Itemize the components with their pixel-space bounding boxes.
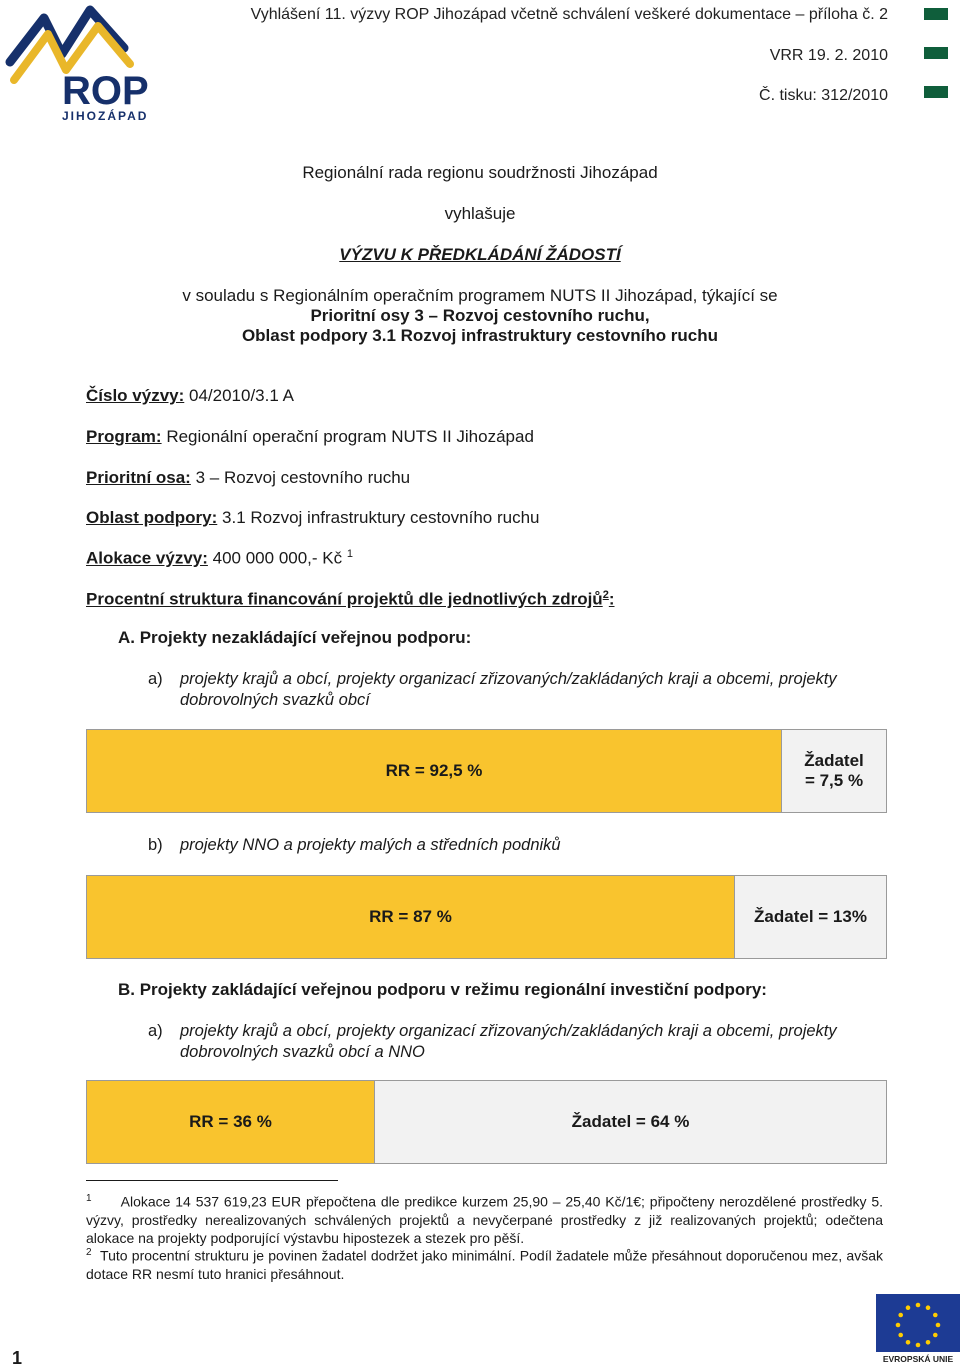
footnote-1 bbox=[86, 1190, 883, 1247]
eu-label: EVROPSKÁ UNIE bbox=[882, 1354, 954, 1364]
logo-graphic bbox=[4, 4, 174, 122]
header-line-3: Č. tisku: 312/2010 bbox=[759, 87, 888, 104]
footnote-number: 1 bbox=[86, 1193, 92, 1204]
footnote-ref: 1 bbox=[346, 548, 353, 560]
item-marker: b) bbox=[148, 836, 163, 854]
field-label: Prioritní osa: bbox=[86, 468, 191, 487]
title-priority-axis: Prioritní osy 3 – Rozvoj cestovního ruchu, bbox=[310, 306, 650, 325]
financing-box-a-a bbox=[86, 729, 887, 813]
footnote-ref: 2 bbox=[602, 589, 609, 601]
field-program bbox=[86, 427, 534, 447]
field-value: Regionální operační program NUTS II Jihozápad bbox=[166, 427, 534, 446]
applicant-share-value: = 7,5 % bbox=[804, 771, 864, 790]
logo-subtext: JIHOZÁPAD bbox=[62, 109, 149, 122]
applicant-share: Žadatel = 64 % bbox=[374, 1081, 886, 1163]
section-a-item-a bbox=[148, 669, 893, 711]
green-square-marker bbox=[924, 47, 948, 59]
eu-flag-logo bbox=[876, 1294, 960, 1364]
field-label: Alokace výzvy: bbox=[86, 548, 208, 568]
footnote-text: Alokace 14 537 619,23 EUR přepočtena dle predikce kurzem 25,90 – 25,40 Kč/1€; připočteny nerozdělené prostředky 5. výzvy, prostředky nerealizovaných schválených projektů a nevyčerpané prostředky z již realizovaných projektů; odečtena alokace na projekty podporující výstavbu hipostezek a stezek pro pěší. bbox=[86, 1193, 883, 1246]
item-text: projekty krajů a obcí, projekty organizací zřizovaných/zakládaných kraji a obcemi, projekty dobrovolných svazků obcí bbox=[180, 670, 837, 709]
field-label: Program: bbox=[86, 427, 162, 446]
section-a-heading: A. Projekty nezakládající veřejnou podporu: bbox=[118, 628, 472, 647]
footnote-text: Tuto procentní strukturu je povinen žadatel dodržet jako minimální. Podíl žadatele může přesáhnout doporučenou mez, avšak dotace RR nesmí tuto hranici přesáhnout. bbox=[86, 1247, 883, 1282]
title-support-area: Oblast podpory 3.1 Rozvoj infrastruktury cestovního ruchu bbox=[241, 326, 719, 345]
rr-share: RR = 87 % bbox=[87, 876, 734, 958]
item-marker: a) bbox=[148, 1022, 163, 1040]
field-label: Procentní struktura financování projektů dle jednotlivých zdrojů bbox=[86, 589, 603, 609]
field-label: Oblast podpory: bbox=[86, 508, 218, 527]
logo-text: ROP bbox=[62, 69, 149, 113]
green-square-marker bbox=[924, 86, 948, 98]
title-announces: vyhlašuje bbox=[444, 204, 516, 223]
item-marker: a) bbox=[148, 670, 163, 688]
field-allocation bbox=[86, 548, 353, 569]
field-support-area bbox=[86, 508, 540, 528]
field-value: 3 – Rozvoj cestovního ruchu bbox=[195, 468, 411, 487]
section-b-heading: B. Projekty zakládající veřejnou podporu v režimu regionální investiční podpory: bbox=[118, 980, 767, 999]
header-line-2: VRR 19. 2. 2010 bbox=[769, 47, 888, 64]
title-call: VÝZVU K PŘEDKLÁDÁNÍ ŽÁDOSTÍ bbox=[339, 245, 621, 264]
item-text: projekty krajů a obcí, projekty organizací zřizovaných/zakládaných kraji a obcemi, projekty dobrovolných svazků obcí a NNO bbox=[180, 1022, 837, 1061]
field-value: 04/2010/3.1 A bbox=[189, 386, 294, 405]
green-square-marker bbox=[924, 8, 948, 20]
applicant-share: Žadatel = 13% bbox=[734, 876, 886, 958]
footnote-separator bbox=[86, 1180, 338, 1181]
eu-flag-icon bbox=[876, 1294, 960, 1364]
financing-box-a-b bbox=[86, 875, 887, 959]
header-line-1: Vyhlášení 11. výzvy ROP Jihozápad včetně schválení veškeré dokumentace – příloha č. 2 bbox=[250, 6, 888, 23]
rop-jihozapad-logo bbox=[4, 4, 174, 122]
field-priority-axis bbox=[86, 468, 410, 488]
field-value: 400 000 000,- Kč bbox=[212, 548, 343, 568]
title-council: Regionální rada regionu soudržnosti Jihozápad bbox=[302, 163, 658, 182]
applicant-share-label: Žadatel bbox=[804, 751, 864, 770]
field-value: 3.1 Rozvoj infrastruktury cestovního ruchu bbox=[222, 508, 540, 527]
field-call-number bbox=[86, 386, 294, 406]
field-financing-structure bbox=[86, 589, 615, 610]
title-compliance: v souladu s Regionálním operačním programem NUTS II Jihozápad, týkající se bbox=[182, 286, 778, 305]
footnote-2 bbox=[86, 1244, 883, 1283]
financing-box-b-a bbox=[86, 1080, 887, 1164]
footnote-number: 2 bbox=[86, 1247, 92, 1258]
field-colon: : bbox=[608, 589, 615, 609]
section-a-item-b bbox=[148, 835, 893, 856]
page-number: 1 bbox=[12, 1348, 23, 1368]
section-b-item-a bbox=[148, 1021, 893, 1063]
rr-share: RR = 36 % bbox=[87, 1081, 374, 1163]
applicant-share bbox=[781, 730, 886, 812]
item-text: projekty NNO a projekty malých a středních podniků bbox=[180, 836, 561, 854]
rr-share: RR = 92,5 % bbox=[87, 730, 781, 812]
field-label: Číslo výzvy: bbox=[86, 386, 185, 405]
